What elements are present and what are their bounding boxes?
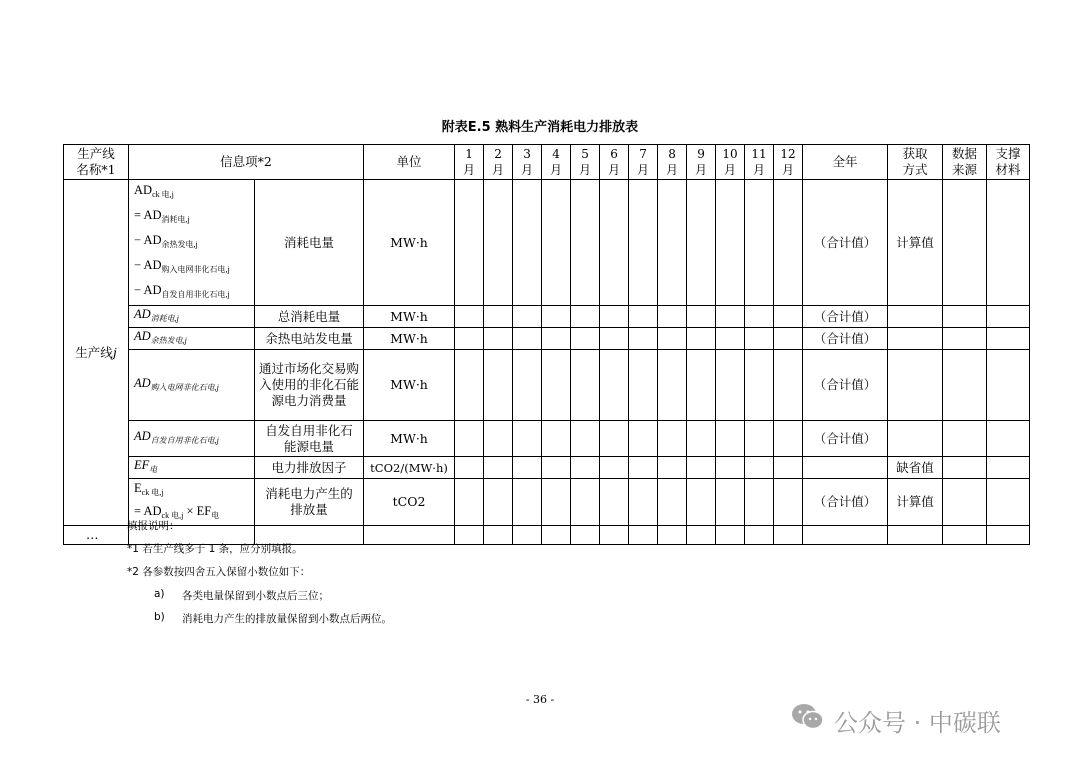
m1[interactable] <box>455 526 484 545</box>
m4[interactable] <box>542 306 571 328</box>
page-number: - 36 - <box>525 693 555 706</box>
m3[interactable] <box>513 328 542 350</box>
header-support: 支撑 材料 <box>987 145 1030 180</box>
support-cell[interactable] <box>987 421 1030 457</box>
source-cell[interactable] <box>943 457 987 479</box>
m5[interactable] <box>571 479 600 526</box>
header-year: 全年 <box>803 145 888 180</box>
year-cell: （合计值） <box>803 180 888 306</box>
m12[interactable] <box>774 457 803 479</box>
m12[interactable] <box>774 328 803 350</box>
m10[interactable] <box>716 328 745 350</box>
m8[interactable] <box>658 306 687 328</box>
m9[interactable] <box>687 526 716 545</box>
table-row <box>64 457 1030 479</box>
m8[interactable] <box>658 457 687 479</box>
header-month-4: 4 月 <box>542 145 571 180</box>
header-source: 数据 来源 <box>943 145 987 180</box>
m2[interactable] <box>484 526 513 545</box>
header-info-item: 信息项*2 <box>129 145 364 180</box>
method-cell <box>888 421 943 457</box>
source-cell[interactable] <box>943 306 987 328</box>
empty-cell <box>364 526 455 545</box>
watermark-text: 公众号 · 中碳联 <box>834 708 1001 737</box>
note-b: 消耗电力产生的排放量保留到小数点后两位。 <box>182 613 392 625</box>
source-cell[interactable] <box>943 328 987 350</box>
note-a-mark: a) <box>154 588 165 600</box>
m5[interactable] <box>571 328 600 350</box>
m3[interactable] <box>513 479 542 526</box>
m12[interactable] <box>774 526 803 545</box>
m12[interactable] <box>774 306 803 328</box>
unit-cell: MW·h <box>364 421 455 457</box>
m10[interactable] <box>716 457 745 479</box>
m4[interactable] <box>542 526 571 545</box>
m12[interactable] <box>774 180 803 306</box>
source-cell[interactable] <box>943 421 987 457</box>
m8[interactable] <box>658 526 687 545</box>
header-month-1: 1 月 <box>455 145 484 180</box>
header-month-12: 12 月 <box>774 145 803 180</box>
method-cell <box>888 350 943 421</box>
m12[interactable] <box>774 350 803 421</box>
support-cell[interactable] <box>987 328 1030 350</box>
m6[interactable] <box>600 457 629 479</box>
m3[interactable] <box>513 180 542 306</box>
m5[interactable] <box>571 350 600 421</box>
unit-cell: MW·h <box>364 328 455 350</box>
m6[interactable] <box>600 479 629 526</box>
m4[interactable] <box>542 328 571 350</box>
m10[interactable] <box>716 479 745 526</box>
m4[interactable] <box>542 180 571 306</box>
emission-table <box>63 144 1030 545</box>
m9[interactable] <box>687 457 716 479</box>
header-method: 获取 方式 <box>888 145 943 180</box>
m8[interactable] <box>658 421 687 457</box>
m9[interactable] <box>687 328 716 350</box>
m3[interactable] <box>513 350 542 421</box>
method-cell <box>888 328 943 350</box>
m5[interactable] <box>571 526 600 545</box>
formula-cell: $E_{ck 电,j}$ = $AD_{ck 电,j} \times EF_电$ <box>129 479 255 526</box>
m7[interactable] <box>629 457 658 479</box>
m1[interactable] <box>455 350 484 421</box>
desc-cell: 余热电站发电量 <box>255 328 364 350</box>
m11[interactable] <box>745 479 774 526</box>
method-cell <box>888 306 943 328</box>
m8[interactable] <box>658 328 687 350</box>
m1[interactable] <box>455 180 484 306</box>
header-month-9: 9 月 <box>687 145 716 180</box>
m6[interactable] <box>600 421 629 457</box>
m10[interactable] <box>716 306 745 328</box>
m6[interactable] <box>600 180 629 306</box>
support-cell[interactable] <box>987 306 1030 328</box>
m11[interactable] <box>745 421 774 457</box>
year-cell <box>803 457 888 479</box>
m6[interactable] <box>600 526 629 545</box>
header-month-6: 6 月 <box>600 145 629 180</box>
watermark <box>790 703 1001 737</box>
m10[interactable] <box>716 421 745 457</box>
formula-cell: $AD_{购入电网非化石电,j}$ <box>129 350 255 421</box>
support-cell[interactable] <box>987 479 1030 526</box>
desc-cell: 电力排放因子 <box>255 457 364 479</box>
table-row <box>64 479 1030 526</box>
note-a: 各类电量保留到小数点后三位； <box>182 590 329 602</box>
m3[interactable] <box>513 457 542 479</box>
m6[interactable] <box>600 306 629 328</box>
desc-cell: 总消耗电量 <box>255 306 364 328</box>
header-line-name: 生产线 名称*1 <box>64 145 129 180</box>
m4[interactable] <box>542 457 571 479</box>
formula-cell: $AD_{自发自用非化石电,j}$ <box>129 421 255 457</box>
support-cell[interactable] <box>987 350 1030 421</box>
m1[interactable] <box>455 306 484 328</box>
desc-cell: 通过市场化交易购入使用的非化石能源电力消费量 <box>255 350 364 421</box>
m9[interactable] <box>687 306 716 328</box>
header-month-10: 10 月 <box>716 145 745 180</box>
m2[interactable] <box>484 306 513 328</box>
m10[interactable] <box>716 526 745 545</box>
header-row <box>64 145 1030 180</box>
support-cell[interactable] <box>987 180 1030 306</box>
year-cell: （合计值） <box>803 421 888 457</box>
m11[interactable] <box>745 350 774 421</box>
m7[interactable] <box>629 526 658 545</box>
m11[interactable] <box>745 457 774 479</box>
m8[interactable] <box>658 350 687 421</box>
empty-cell <box>803 526 888 545</box>
m2[interactable] <box>484 350 513 421</box>
m6[interactable] <box>600 350 629 421</box>
desc-cell: 消耗电力产生的排放量 <box>255 479 364 526</box>
year-cell: （合计值） <box>803 479 888 526</box>
m11[interactable] <box>745 328 774 350</box>
method-cell: 计算值 <box>888 479 943 526</box>
empty-cell <box>987 526 1030 545</box>
m2[interactable] <box>484 479 513 526</box>
table-row <box>64 350 1030 421</box>
header-month-7: 7 月 <box>629 145 658 180</box>
formula-cell: $AD_{余热发电,j}$ <box>129 328 255 350</box>
unit-cell: tCO2/(MW·h) <box>364 457 455 479</box>
desc-cell: 自发自用非化石能源电量 <box>255 421 364 457</box>
m5[interactable] <box>571 180 600 306</box>
formula-cell: $EF_电$ <box>129 457 255 479</box>
m3[interactable] <box>513 526 542 545</box>
table-row <box>64 306 1030 328</box>
year-cell: （合计值） <box>803 350 888 421</box>
m4[interactable] <box>542 421 571 457</box>
line-name-cell: 生产线j <box>64 180 129 526</box>
support-cell[interactable] <box>987 457 1030 479</box>
m10[interactable] <box>716 180 745 306</box>
m1[interactable] <box>455 479 484 526</box>
m3[interactable] <box>513 421 542 457</box>
empty-cell <box>888 526 943 545</box>
m2[interactable] <box>484 457 513 479</box>
header-month-3: 3 月 <box>513 145 542 180</box>
m7[interactable] <box>629 180 658 306</box>
m3[interactable] <box>513 306 542 328</box>
m5[interactable] <box>571 457 600 479</box>
table-row <box>64 328 1030 350</box>
m1[interactable] <box>455 457 484 479</box>
m7[interactable] <box>629 479 658 526</box>
source-cell[interactable] <box>943 479 987 526</box>
formula-cell: $AD_{ck 电,j}$ = $AD_{消耗电,j}$ − $AD_{余热发电,j}$ − $AD_{购入电网非化石电,j}$ − $AD_{自发自用非化石电,j}$ <box>129 180 255 306</box>
m4[interactable] <box>542 479 571 526</box>
formula-cell: $AD_{消耗电,j}$ <box>129 306 255 328</box>
unit-cell: MW·h <box>364 350 455 421</box>
m5[interactable] <box>571 306 600 328</box>
m8[interactable] <box>658 180 687 306</box>
m2[interactable] <box>484 180 513 306</box>
method-cell: 计算值 <box>888 180 943 306</box>
m2[interactable] <box>484 421 513 457</box>
m2[interactable] <box>484 328 513 350</box>
m11[interactable] <box>745 526 774 545</box>
m4[interactable] <box>542 350 571 421</box>
m11[interactable] <box>745 180 774 306</box>
note-b-mark: b) <box>154 611 165 623</box>
m6[interactable] <box>600 328 629 350</box>
m9[interactable] <box>687 479 716 526</box>
header-month-5: 5 月 <box>571 145 600 180</box>
wechat-icon <box>790 702 834 738</box>
m10[interactable] <box>716 350 745 421</box>
notes-heading: 填报说明： <box>127 520 180 532</box>
m8[interactable] <box>658 479 687 526</box>
desc-cell: 消耗电量 <box>255 180 364 306</box>
m12[interactable] <box>774 421 803 457</box>
source-cell[interactable] <box>943 180 987 306</box>
header-month-8: 8 月 <box>658 145 687 180</box>
m9[interactable] <box>687 350 716 421</box>
unit-cell: MW·h <box>364 306 455 328</box>
m7[interactable] <box>629 328 658 350</box>
table-row <box>64 421 1030 457</box>
empty-cell <box>943 526 987 545</box>
header-unit: 单位 <box>364 145 455 180</box>
method-cell: 缺省值 <box>888 457 943 479</box>
m11[interactable] <box>745 306 774 328</box>
year-cell: （合计值） <box>803 306 888 328</box>
unit-cell: MW·h <box>364 180 455 306</box>
m5[interactable] <box>571 421 600 457</box>
m7[interactable] <box>629 421 658 457</box>
m9[interactable] <box>687 421 716 457</box>
m9[interactable] <box>687 180 716 306</box>
header-month-2: 2 月 <box>484 145 513 180</box>
note-1: *1 若生产线多于 1 条，应分别填报。 <box>127 543 303 555</box>
m7[interactable] <box>629 306 658 328</box>
m12[interactable] <box>774 479 803 526</box>
ellipsis-cell: … <box>64 526 129 545</box>
m1[interactable] <box>455 421 484 457</box>
year-cell: （合计值） <box>803 328 888 350</box>
m1[interactable] <box>455 328 484 350</box>
table-row <box>64 180 1030 306</box>
unit-cell: tCO2 <box>364 479 455 526</box>
header-month-11: 11 月 <box>745 145 774 180</box>
m7[interactable] <box>629 350 658 421</box>
note-2: *2 各参数按四舍五入保留小数位如下： <box>127 566 311 578</box>
source-cell[interactable] <box>943 350 987 421</box>
table-title: 附表E.5 熟料生产消耗电力排放表 <box>441 120 639 135</box>
